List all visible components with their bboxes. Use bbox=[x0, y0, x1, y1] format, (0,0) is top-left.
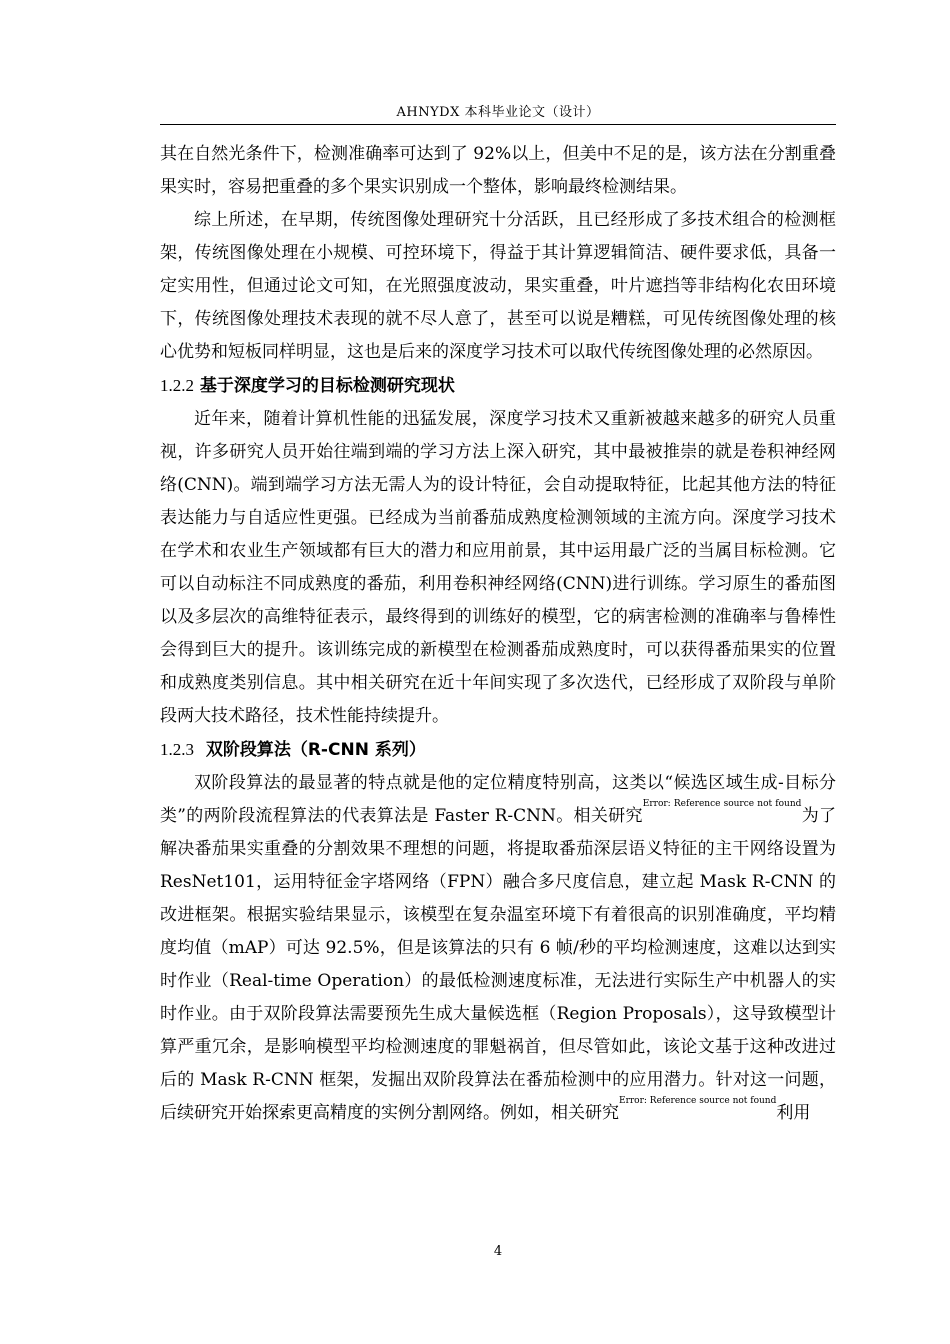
paragraph-text: 双阶段算法的最显著的特点就是他的定位精度特别高，这类以“候选区域生成-目标分类”的两阶段流程算法的代表算法是 Faster R-CNN。相关研究 bbox=[160, 773, 836, 826]
paragraph-text: 为了解决番茄果实重叠的分割效果不理想的问题，将提取番茄深层语义特征的主干网络设置为 ResNet101，运用特征金字塔网络（FPN）融合多尺度信息，建立起 Mask R-CNN 的改进框架。根据实验结果显示，该模型在复杂温室环境下有着很高的识别准确度，平均精度均值（mAP）可达 92.5%，但是该算法的只有 6 帧/秒的平均检测速度，这难以达到实时作业（Real-time Operation）的最低检测速度标准，无法进行实际生产中机器人的实时作业。由于双阶段算法需要预先生成大量候选框（Region Proposals），这导致模型计算严重冗余，是影响模型平均检测速度的罪魁祸首，但尽管如此，该论文基于这种改进过后的 Mask R-CNN 框架，发掘出双阶段算法在番茄检测中的应用潜力。针对这一问题，后续研究开始探索更高精度的实例分割网络。例如，相关研究 bbox=[160, 806, 837, 1123]
running-header: AHNYDX 本科毕业论文（设计） bbox=[396, 105, 600, 120]
paragraph-summary: 综上所述，在早期，传统图像处理研究十分活跃，且已经形成了多技术组合的检测框架，传统图像处理在小规模、可控环境下，得益于其计算逻辑简洁、硬件要求低，具备一定实用性，但通过论文可知，在光照强度波动，果实重叠，叶片遮挡等非结构化农田环境下，传统图像处理技术表现的就不尽人意了，甚至可以说是糟糕，可见传统图像处理的核心优势和短板同样明显，这也是后来的深度学习技术可以取代传统图像处理的必然原因。 bbox=[160, 210, 836, 362]
section-title: 基于深度学习的目标检测研究现状 bbox=[199, 376, 455, 396]
citation-error-marker: Error: Reference source not found bbox=[642, 799, 802, 809]
paragraph-continued: 其在自然光条件下，检测准确率可达到了 92%以上，但美中不足的是，该方法在分割重叠果实时，容易把重叠的多个果实识别成一个整体，影响最终检测结果。 bbox=[160, 144, 836, 197]
section-number: 1.2.3 bbox=[160, 740, 194, 759]
paragraph-deep-learning: 近年来，随着计算机性能的迅猛发展，深度学习技术又重新被越来越多的研究人员重视，许多研究人员开始往端到端的学习方法上深入研究，其中最被推崇的就是卷积神经网络(CNN)。端到端学习方法无需人为的设计特征，会自动提取特征，比起其他方法的特征表达能力与自适应性更强。已经成为当前番茄成熟度检测领域的主流方向。深度学习技术在学术和农业生产领域都有巨大的潜力和应用前景，其中运用最广泛的当属目标检测。它可以自动标注不同成熟度的番茄，利用卷积神经网络(CNN)进行训练。学习原生的番茄图以及多层次的高维特征表示，最终得到的训练好的模型，它的病害检测的准确率与鲁棒性会得到巨大的提升。该训练完成的新模型在检测番茄成熟度时，可以获得番茄果实的位置和成熟度类别信息。其中相关研究在近十年间实现了多次迭代，已经形成了双阶段与单阶段两大技术路径，技术性能持续提升。 bbox=[160, 409, 836, 726]
page-number: 4 bbox=[493, 1244, 503, 1259]
section-heading-1-2-3 bbox=[160, 733, 836, 767]
citation-error-marker: Error: Reference source not found bbox=[619, 1096, 777, 1106]
section-heading-1-2-2 bbox=[160, 369, 836, 403]
body-text bbox=[160, 138, 836, 1130]
paragraph-text: 利用 bbox=[776, 1103, 811, 1123]
section-number: 1.2.2 bbox=[160, 376, 194, 395]
header-rule bbox=[160, 124, 836, 125]
paragraph-two-stage bbox=[160, 767, 836, 1130]
section-title: 双阶段算法（R-CNN 系列） bbox=[205, 740, 426, 760]
